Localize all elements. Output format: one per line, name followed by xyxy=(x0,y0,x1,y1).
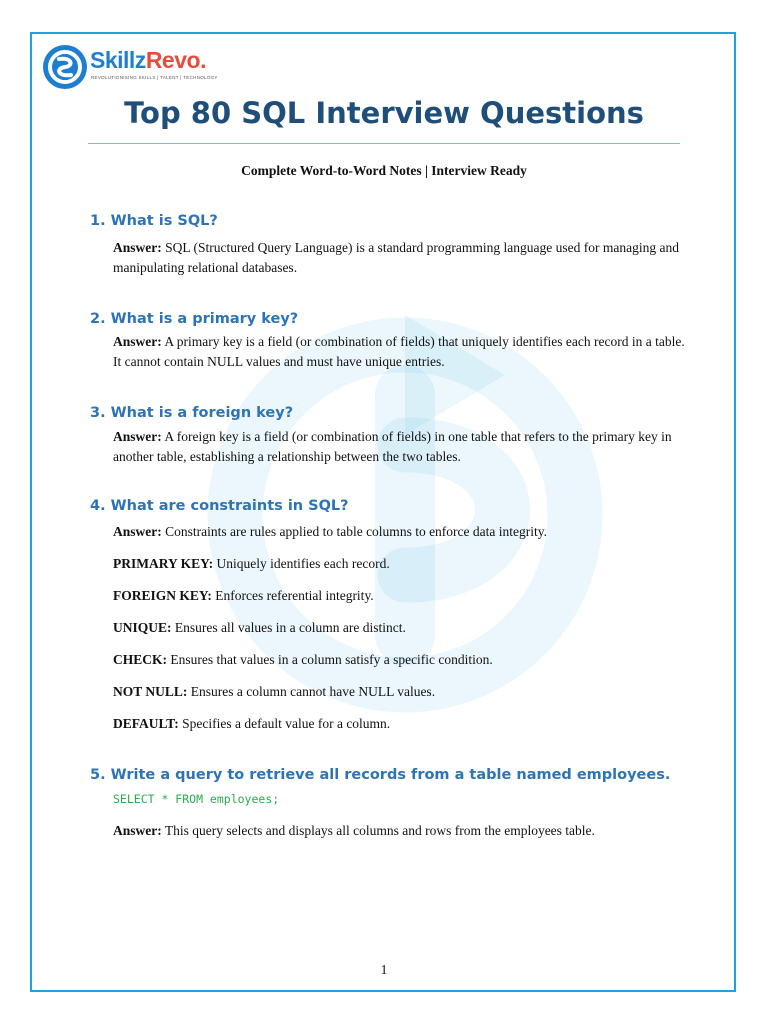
constraint-desc: Ensures all values in a column are distinct. xyxy=(174,620,406,635)
constraint-item xyxy=(113,650,693,670)
constraint-term: FOREIGN KEY: xyxy=(113,588,212,603)
constraint-desc: Enforces referential integrity. xyxy=(215,588,374,603)
constraint-term: UNIQUE: xyxy=(113,620,172,635)
answer-paragraph xyxy=(113,821,693,841)
answer-label: Answer: xyxy=(113,823,162,838)
skillzrevo-logo-icon xyxy=(42,44,88,90)
document-subtitle: Complete Word-to-Word Notes | Interview Ready xyxy=(241,163,527,178)
sql-code-snippet: SELECT * FROM employees; xyxy=(113,792,280,806)
constraint-term: DEFAULT: xyxy=(113,716,179,731)
answer-label: Answer: xyxy=(113,334,162,349)
answer-text: Constraints are rules applied to table columns to enforce data integrity. xyxy=(165,524,548,539)
page-number: 1 xyxy=(380,962,388,977)
question-heading: 3. What is a foreign key? xyxy=(90,405,294,421)
answer-paragraph xyxy=(113,427,693,467)
constraint-term: NOT NULL: xyxy=(113,684,188,699)
constraint-desc: Specifies a default value for a column. xyxy=(182,716,391,731)
document-title: Top 80 SQL Interview Questions xyxy=(124,96,644,130)
constraint-item xyxy=(113,554,693,574)
constraint-term: CHECK: xyxy=(113,652,167,667)
answer-text: SQL (Structured Query Language) is a standard programming language used for managing and manipulating relational databases. xyxy=(113,240,679,275)
answer-label: Answer: xyxy=(113,524,162,539)
question-heading: 2. What is a primary key? xyxy=(90,311,299,327)
brand-name: SkillzRevo. xyxy=(90,47,206,73)
answer-paragraph xyxy=(113,522,693,542)
question-heading: 1. What is SQL? xyxy=(90,213,218,229)
constraint-item xyxy=(113,618,693,638)
constraint-desc: Ensures that values in a column satisfy a specific condition. xyxy=(170,652,493,667)
constraint-item xyxy=(113,682,693,702)
answer-paragraph xyxy=(113,238,693,278)
answer-text: A foreign key is a field (or combination of fields) in one table that refers to the primary key in another table, establishing a relationship between the two tables. xyxy=(113,429,672,464)
question-heading: 5. Write a query to retrieve all records from a table named employees. xyxy=(90,767,671,783)
answer-text: A primary key is a field (or combination of fields) that uniquely identifies each record in a table. It cannot contain NULL values and must have unique entries. xyxy=(113,334,685,369)
answer-text: This query selects and displays all columns and rows from the employees table. xyxy=(164,823,595,838)
question-heading: 4. What are constraints in SQL? xyxy=(90,498,349,514)
constraint-desc: Ensures a column cannot have NULL values. xyxy=(190,684,436,699)
answer-paragraph xyxy=(113,332,693,372)
constraint-term: PRIMARY KEY: xyxy=(113,556,214,571)
constraint-item xyxy=(113,714,693,734)
answer-label: Answer: xyxy=(113,240,162,255)
constraint-item xyxy=(113,586,693,606)
constraint-desc: Uniquely identifies each record. xyxy=(216,556,390,571)
title-divider xyxy=(88,143,680,144)
skillzrevo-logo xyxy=(42,44,242,94)
brand-tagline: REVOLUTIONISING SKILLS | TALENT | TECHNOLOGY xyxy=(91,75,218,80)
answer-label: Answer: xyxy=(113,429,162,444)
